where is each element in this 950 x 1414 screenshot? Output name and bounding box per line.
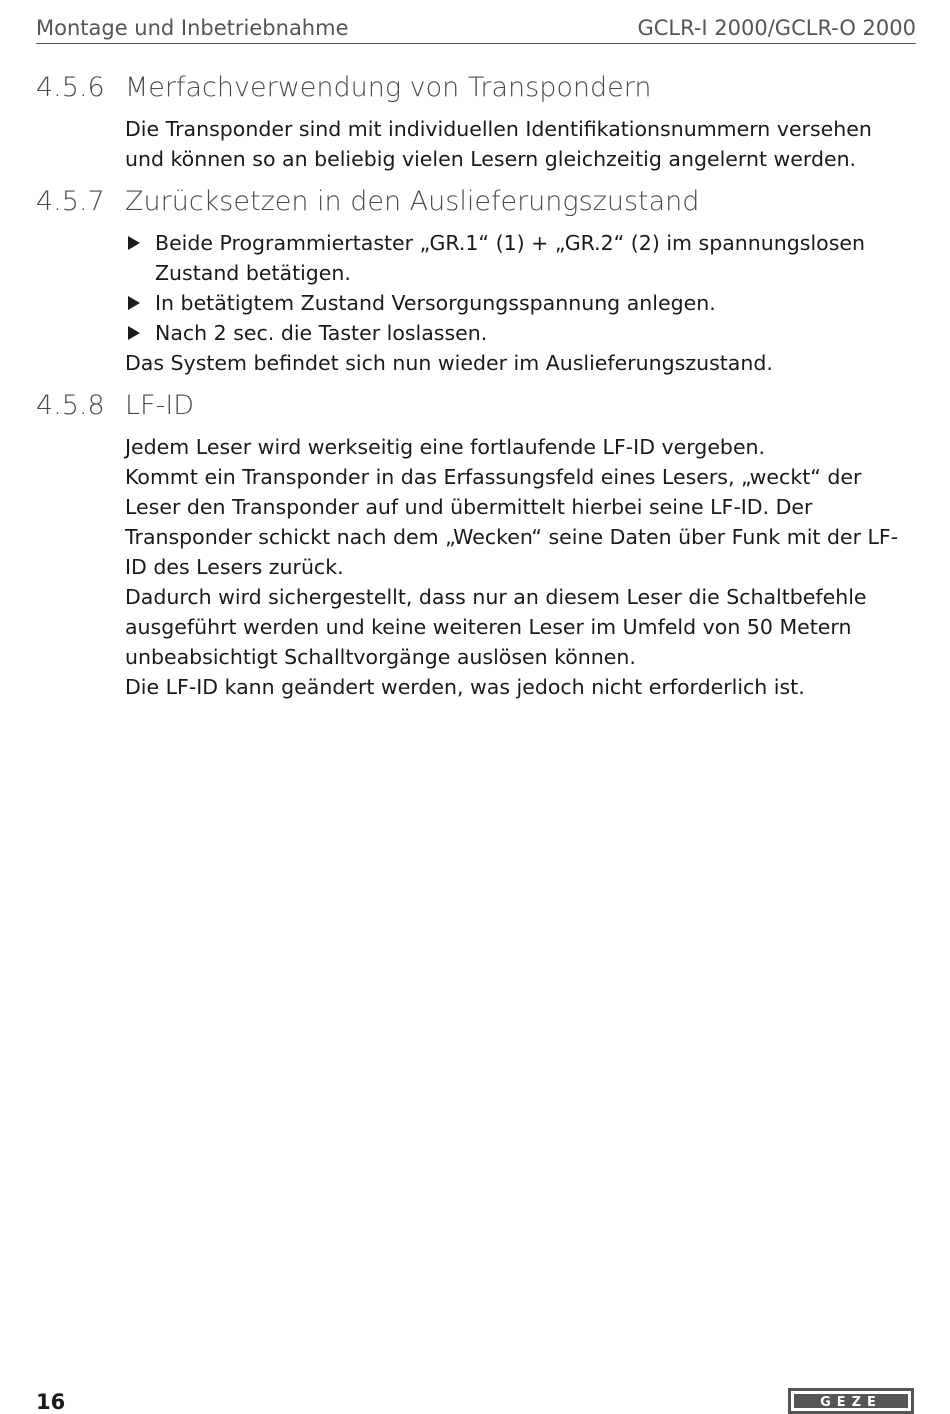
step-list [125,228,916,348]
paragraph: Kommt ein Transponder in das Erfassungsfeld eines Lesers, „weckt“ der Leser den Transponder auf und übermittelt hierbei seine LF-ID. Der Transponder schickt nach dem „Wecken“ seine Daten über Funk mit der LF-ID des Lesers zurück. [125,465,899,579]
triangle-bullet-icon [128,236,140,250]
paragraph: Dadurch wird sichergestellt, dass nur an diesem Leser die Schaltbefehle ausgeführt werden und keine weiteren Leser im Umfeld von 50 Metern unbeabsichtigt Schalltvorgänge auslösen können. [125,585,867,669]
section-title: Merfachverwendung von Transpondern [125,72,652,103]
section-title: Zurücksetzen in den Auslieferungszustand [125,186,700,217]
section-4-5-7 [36,184,916,378]
geze-logo [788,1388,914,1414]
section-number: 4.5.6 [36,72,105,103]
triangle-bullet-icon [128,296,140,310]
paragraph: Jedem Leser wird werkseitig eine fortlaufende LF-ID vergeben. [125,435,766,459]
page-content [36,70,916,712]
section-4-5-6 [36,70,916,174]
section-heading [36,70,916,106]
paragraph: Die LF-ID kann geändert werden, was jedoch nicht erforderlich ist. [125,675,805,699]
list-item [125,288,916,318]
result-text: Das System befindet sich nun wieder im Auslieferungszustand. [125,351,773,375]
paragraph: Die Transponder sind mit individuellen Identifikationsnummern versehen und können so an beliebig vielen Lesern gleichzeitig angelernt werden. [125,117,872,171]
section-4-5-8 [36,388,916,702]
section-body [125,114,916,174]
header-chapter-title: Montage und Inbetriebnahme [36,16,349,40]
section-heading [36,388,916,424]
section-body [125,432,916,702]
step-text: In betätigtem Zustand Versorgungsspannung anlegen. [155,291,716,315]
section-number: 4.5.7 [36,186,105,217]
section-heading [36,184,916,220]
step-text: Beide Programmiertaster „GR.1“ (1) + „GR.2“ (2) im spannungslosen Zustand betätigen. [155,231,865,285]
section-number: 4.5.8 [36,390,105,421]
step-text: Nach 2 sec. die Taster loslassen. [155,321,488,345]
header-product-name: GCLR-I 2000/GCLR-O 2000 [637,16,916,40]
logo-text: GEZE [820,1395,882,1410]
page-header [36,10,916,44]
list-item [125,318,916,348]
section-body [125,228,916,378]
triangle-bullet-icon [128,326,140,340]
list-item [125,228,916,288]
section-title: LF-ID [125,390,195,421]
page-number: 16 [36,1390,66,1414]
